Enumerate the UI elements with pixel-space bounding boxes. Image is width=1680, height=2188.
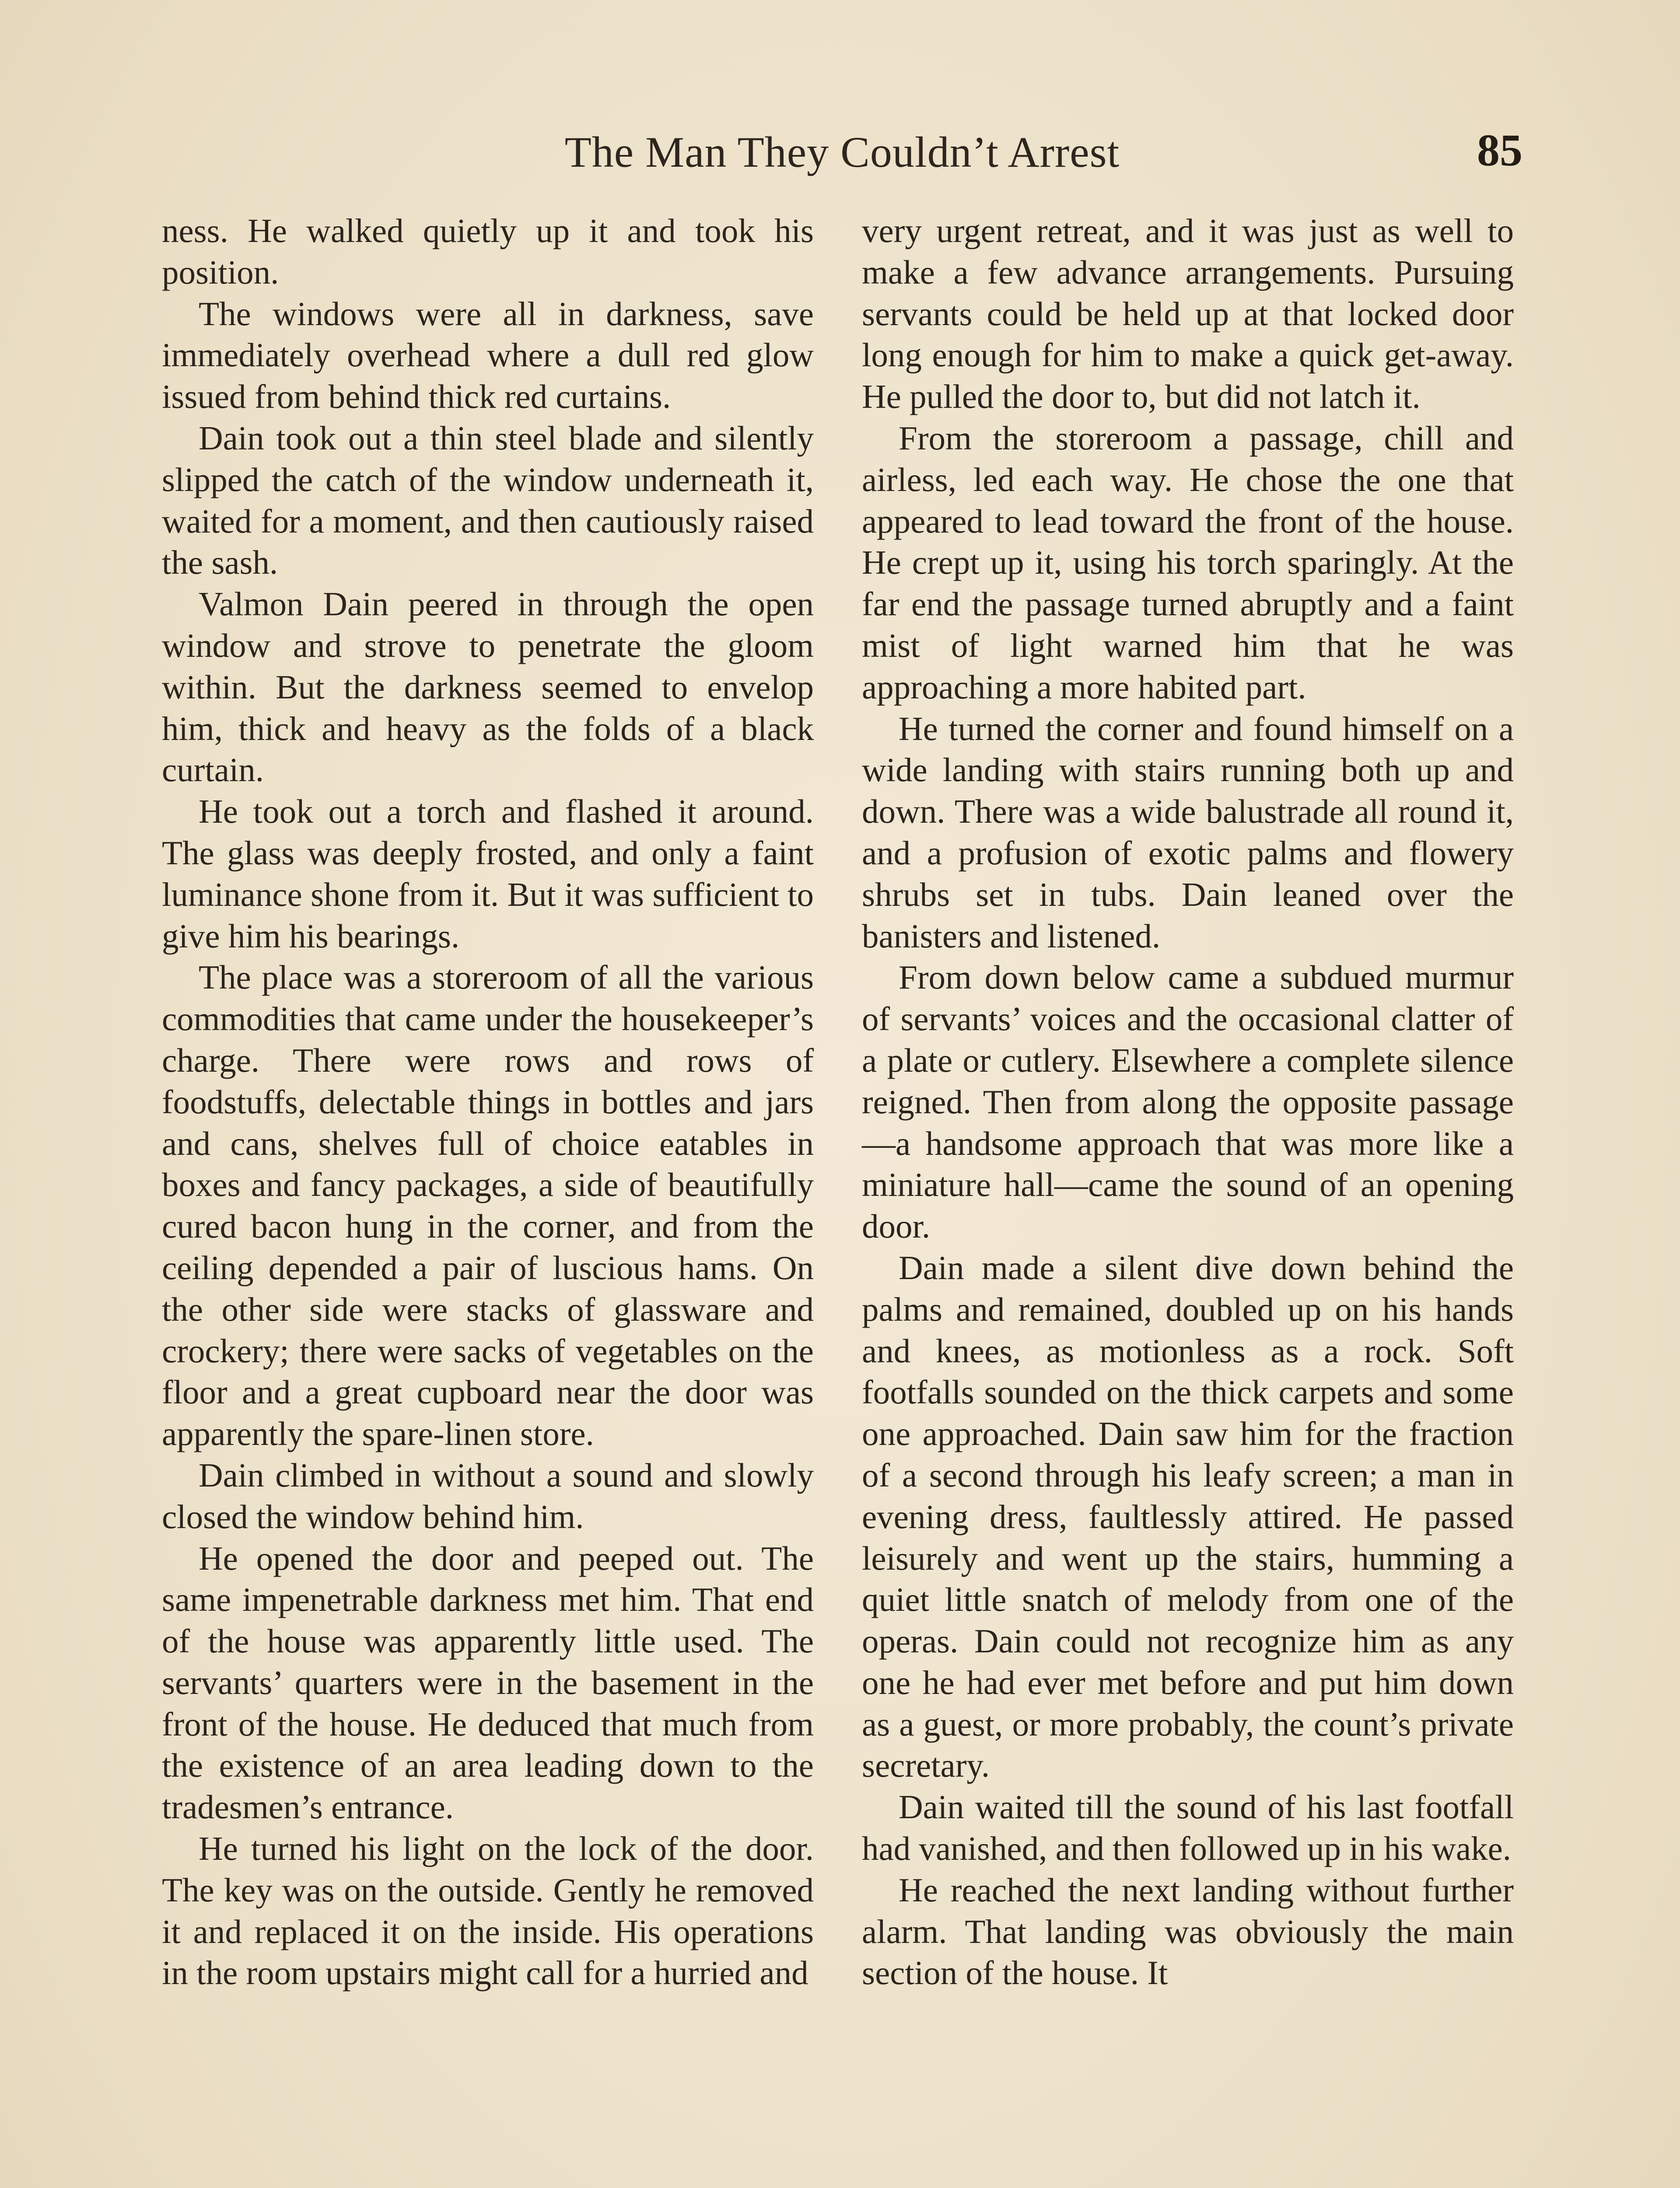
paragraph: Dain waited till the sound of his last footfall had vanished, and then followed up in his wake. [862, 1788, 1514, 1868]
paragraph: He reached the next landing without further alarm. That landing was obviously the main section of the house. It [862, 1871, 1514, 1992]
paragraph: He turned his light on the lock of the door. The key was on the outside. Gently he removed it and replaced it on the inside. His operations in the room upstairs might call for a hurried and [162, 1830, 814, 1992]
paragraph: From the storeroom a passage, chill and airless, led each way. He chose the one that appeared to lead toward the front of the house. He crept up it, using his torch sparingly. At the far end the passage turned abruptly and a faint mist of light warned him that he was approaching a more habited part. [862, 419, 1514, 706]
page-number: 85 [1477, 125, 1522, 175]
paragraph: He took out a torch and flashed it around. The glass was deeply frosted, and only a faint luminance shone from it. But it was sufficient to give him his bearings. [162, 792, 814, 955]
paragraph: very urgent retreat, and it was just as well to make a few advance arrangements. Pursuing servants could be held up at that locked door long enough for him to make a quick get-away. He pulled the door to, but did not latch it. [862, 212, 1514, 416]
paragraph: The place was a storeroom of all the various commodities that came under the housekeeper’s charge. There were rows and rows of foodstuffs, delectable things in bottles and jars and cans, shelves full of choice eatables in boxes and fancy packages, a side of beautifully cured bacon hung in the corner, and from the ceiling depended a pair of luscious hams. On the other side were stacks of glassware and crockery; there were sacks of vegetables on the floor and a great cupboard near the door was apparently the spare-linen store. [162, 958, 814, 1453]
text-columns [162, 210, 1522, 2188]
paragraph: Dain took out a thin steel blade and silently slipped the catch of the window underneath it, waited for a moment, and then cautiously raised the sash. [162, 419, 814, 582]
paragraph: Valmon Dain peered in through the open window and strove to penetrate the gloom within. But the darkness seemed to envelop him, thick and heavy as the folds of a black curtain. [162, 585, 814, 789]
paragraph: He opened the door and peeped out. The same impenetrable darkness met him. That end of the house was apparently little used. The servants’ quarters were in the basement in the front of the house. He deduced that much from the existence of an area leading down to the tradesmen’s entrance. [162, 1539, 814, 1826]
right-column [862, 210, 1514, 1994]
paragraph: From down below came a subdued murmur of servants’ voices and the occasional clatter of a plate or cutlery. Elsewhere a complete silence reigned. Then from along the opposite passage—a handsome approach that was more like a miniature hall—came the sound of an opening door. [862, 958, 1514, 1245]
paragraph: Dain made a silent dive down behind the palms and remained, doubled up on his hands and knees, as motionless as a rock. Soft footfalls sounded on the thick carpets and some one approached. Dain saw him for the fraction of a second through his leafy screen; a man in evening dress, faultlessly attired. He passed leisurely and went up the stairs, humming a quiet little snatch of melody from one of the operas. Dain could not recognize him as any one he had ever met before and put him down as a guest, or more probably, the count’s private secretary. [862, 1248, 1514, 1785]
paragraph: He turned the corner and found himself on a wide landing with stairs running both up and down. There was a wide balustrade all round it, and a profusion of exotic palms and flowery shrubs set in tubs. Dain leaned over the banisters and listened. [862, 709, 1514, 955]
paragraph: The windows were all in darkness, save immediately overhead where a dull red glow issued from behind thick red curtains. [162, 295, 814, 416]
left-column [162, 210, 814, 1994]
paragraph: ness. He walked quietly up it and took his position. [162, 212, 814, 291]
paragraph: Dain climbed in without a sound and slowly closed the window behind him. [162, 1456, 814, 1536]
page-header [162, 118, 1522, 193]
running-title: The Man They Couldn’t Arrest [564, 128, 1120, 176]
